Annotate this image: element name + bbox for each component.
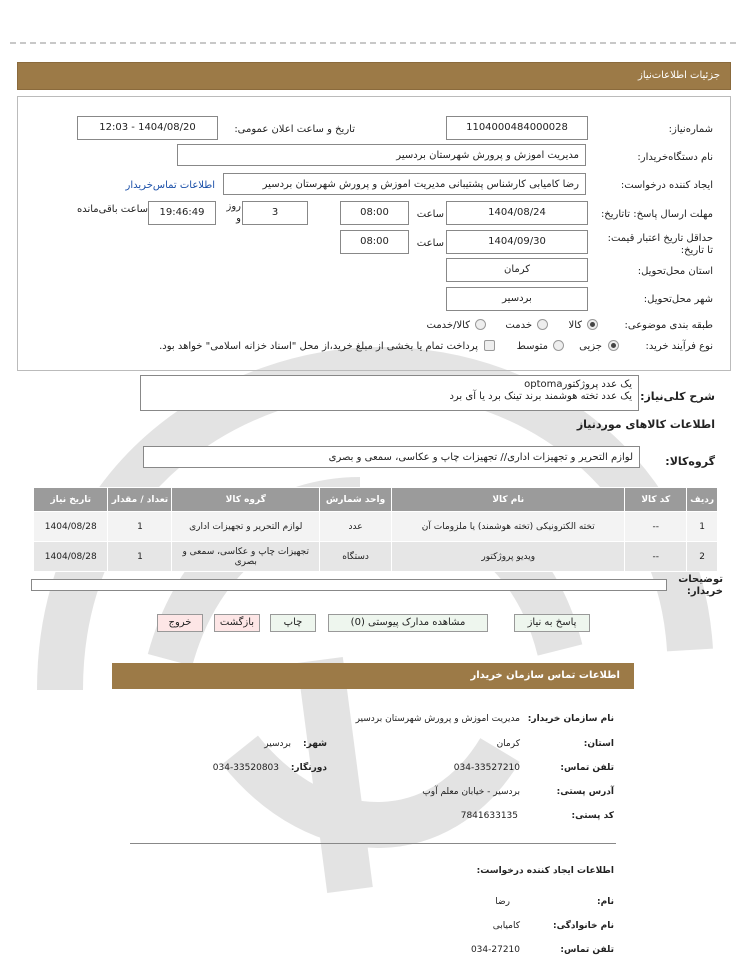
reply-time-field: 08:00 [340, 201, 409, 225]
announce-field: 1404/08/20 - 12:03 [77, 116, 218, 140]
province-value: کرمان [496, 739, 520, 749]
category-option-both: کالا/خدمت [426, 320, 470, 331]
cell-row: 2 [687, 542, 718, 572]
goods-info-label: اطلاعات کالاهای موردنیاز [576, 418, 715, 431]
process-label: نوع فرآیند خرید: [645, 341, 713, 352]
contact-title: اطلاعات تماس سازمان خریدار [470, 670, 620, 681]
cell-name: ویدیو پروژکتور [392, 542, 625, 572]
creator-section-label: اطلاعات ایجاد کننده درخواست: [476, 866, 614, 876]
reply-time-label: ساعت [416, 209, 444, 220]
first-name-value: رضا [495, 897, 510, 907]
province-label: استان: [583, 739, 614, 749]
last-name-value: کامیابی [492, 921, 520, 931]
process-radio-minor[interactable] [608, 340, 619, 351]
org-value: مدیریت اموزش و پرورش شهرستان بردسیر [355, 714, 520, 724]
cell-qty: 1 [108, 512, 172, 542]
creator-label: ایجاد کننده درخواست: [620, 180, 713, 191]
details-header-bar [17, 62, 731, 90]
creator-field: رضا کامیابی کارشناس پشتیبانی مدیریت اموزش و پرورش شهرستان بردسیر [223, 173, 586, 195]
goods-group-field: لوازم التحریر و تجهیزات اداری// تجهیزات چاپ و عکاسی، سمعی و بصری [143, 446, 640, 468]
payment-note: پرداخت تمام یا بخشی از مبلغ خرید،از محل "اسناد خزانه اسلامی" خواهد بود. [159, 341, 478, 352]
cell-row: 1 [687, 512, 718, 542]
top-divider [10, 42, 736, 44]
last-name-label: نام خانوادگی: [552, 921, 614, 931]
days-field: 3 [242, 201, 308, 225]
creator-phone-label: تلفن تماس: [560, 945, 614, 955]
cell-group: لوازم التحریر و تجهیزات اداری [172, 512, 320, 542]
summary-box [140, 375, 639, 411]
col-header-row: ردیف [687, 488, 718, 512]
cell-code: -- [625, 512, 687, 542]
reply-date-field: 1404/08/24 [446, 201, 588, 225]
validity-time-field: 08:00 [340, 230, 409, 254]
cell-code: -- [625, 542, 687, 572]
table-row[interactable] [34, 542, 718, 572]
fax-label: دورنگار: [290, 763, 327, 773]
phone-label: تلفن تماس: [560, 763, 614, 773]
treasury-checkbox[interactable] [484, 340, 495, 351]
cell-date: 1404/08/28 [34, 512, 108, 542]
page-title: جزئیات اطلاعات‌نیاز [638, 70, 720, 81]
cell-date: 1404/08/28 [34, 542, 108, 572]
summary-label: شرح کلی‌نیاز: [640, 390, 715, 403]
delivery-city-label: شهر محل‌تحویل: [643, 294, 713, 305]
cell-qty: 1 [108, 542, 172, 572]
col-header-code: کد کالا [625, 488, 687, 512]
contact-header-bar [112, 663, 634, 689]
announce-label: تاریخ و ساعت اعلان عمومی: [234, 124, 355, 135]
category-option-goods: کالا [568, 320, 582, 331]
delivery-province-label: استان محل‌تحویل: [637, 266, 713, 277]
buyer-notes-label: توضیحات خریدار: [678, 574, 723, 597]
col-header-name: نام کالا [392, 488, 625, 512]
exit-button[interactable]: خروج [157, 614, 203, 632]
buyer-notes-box [31, 579, 667, 591]
delivery-province-field: کرمان [446, 258, 588, 282]
cell-group: تجهیزات چاپ و عکاسی، سمعی و بصری [172, 542, 320, 572]
items-table [33, 487, 718, 572]
first-name-label: نام: [597, 897, 614, 907]
remaining-time-field: 19:46:49 [148, 201, 216, 225]
process-radio-medium[interactable] [553, 340, 564, 351]
price-validity-label: حداقل تاریخ اعتبار قیمت: تا تاریخ: [607, 233, 713, 256]
org-label: نام سازمان خریدار: [527, 714, 614, 724]
print-button[interactable]: چاپ [270, 614, 316, 632]
summary-line-2: یک عدد تخته هوشمند برند تینک برد یا آی برد [449, 391, 632, 402]
process-option-minor: جزیی [579, 341, 602, 352]
goods-group-label: گروه‌کالا: [665, 455, 715, 468]
process-option-medium: متوسط [516, 341, 548, 352]
summary-line-1: یک عدد پروژکتورoptoma [524, 379, 632, 390]
validity-date-field: 1404/09/30 [446, 230, 588, 254]
validity-time-label: ساعت [416, 238, 444, 249]
fax-value: 034-33520803 [212, 763, 279, 773]
category-label: طبقه بندی موضوعی: [624, 320, 713, 331]
attachments-button[interactable]: مشاهده مدارک پیوستی (0) [328, 614, 488, 632]
cell-unit: دستگاه [320, 542, 392, 572]
category-radio-service[interactable] [537, 319, 548, 330]
category-radio-goods[interactable] [587, 319, 598, 330]
col-header-group: گروه کالا [172, 488, 320, 512]
col-header-date: تاریخ نیاز [34, 488, 108, 512]
table-row[interactable] [34, 512, 718, 542]
phone-value: 034-33527210 [453, 763, 520, 773]
contact-divider [130, 843, 616, 844]
city-label: شهر: [303, 739, 327, 749]
buyer-org-field: مدیریت اموزش و پرورش شهرستان بردسیر [177, 144, 586, 166]
reply-button[interactable]: پاسخ به نیاز [514, 614, 590, 632]
buyer-contact-link[interactable]: اطلاعات تماس‌خریدار [125, 180, 215, 191]
days-label: روز و [226, 201, 241, 224]
address-value: بردسیر - خیابان معلم آوپ [422, 787, 520, 797]
remaining-label: ساعت باقی‌مانده [76, 204, 148, 215]
cell-unit: عدد [320, 512, 392, 542]
creator-phone-value: 034-27210 [470, 945, 520, 955]
items-table-header [34, 488, 718, 512]
back-button[interactable]: بازگشت [214, 614, 260, 632]
delivery-city-field: بردسیر [446, 287, 588, 311]
city-value: بردسیر [264, 739, 291, 749]
col-header-qty: تعداد / مقدار [108, 488, 172, 512]
need-number-label: شماره‌نیاز: [668, 124, 713, 135]
category-radio-both[interactable] [475, 319, 486, 330]
reply-deadline-label: مهلت ارسال پاسخ: تاتاریخ: [600, 209, 713, 220]
postal-value: 7841633135 [460, 811, 518, 821]
postal-label: کد پستی: [571, 811, 614, 821]
address-label: آدرس پستی: [556, 787, 614, 797]
col-header-unit: واحد شمارش [320, 488, 392, 512]
need-number-field: 1104000484000028 [446, 116, 588, 140]
buyer-org-label: نام دستگاه‌خریدار: [637, 152, 713, 163]
category-option-service: خدمت [505, 320, 532, 331]
cell-name: تخته الکترونیکی (تخته هوشمند) یا ملزومات آن [392, 512, 625, 542]
